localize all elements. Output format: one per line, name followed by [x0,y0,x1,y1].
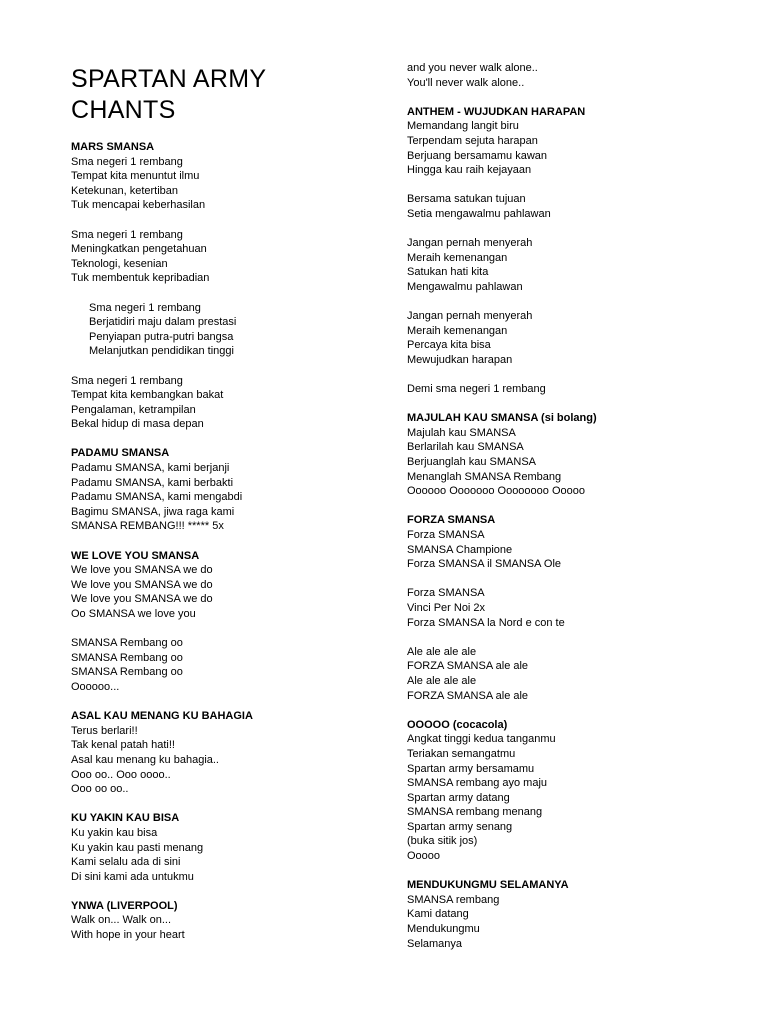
stanza [407,61,727,90]
stanza [407,645,727,703]
lyric-line: Satukan hati kita [407,266,489,279]
song-ooooo-cocacola [407,718,727,864]
song-anthem-wujudkan-harapan [407,105,727,397]
song-majulah-kau-smansa-si-bolang [407,411,727,499]
song-forza-smansa [407,513,727,703]
lyric-line: Pengalaman, ketrampilan [71,403,196,416]
left-song-list [71,140,371,943]
lyric-line: Terus berlari!! [71,724,138,737]
song-mars-smansa [71,140,371,432]
lyric-line: You'll never walk alone.. [407,76,525,89]
lyric-line: We love you SMANSA we do [71,564,213,577]
lyric-line: Padamu SMANSA, kami mengabdi [71,491,243,504]
lyric-line: and you never walk alone.. [407,62,538,74]
lyric-line: Teriakan semangatmu [407,747,516,760]
lyric-line: Memandang langit biru [407,120,519,133]
lyric-line: We love you SMANSA we do [71,593,213,606]
lyric-line: Tuk mencapai keberhasilan [71,199,206,212]
stanza [71,374,371,432]
lyric-line: Oooooo... [71,680,120,693]
song-heading: OOOOO (cocacola) [407,718,508,731]
lyric-line: Spartan army bersamamu [407,762,535,775]
song-mendukungmu-selamanya [407,878,727,951]
stanza [407,732,727,863]
song-ynwa-liverpool [71,899,371,943]
lyric-line: Di sini kami ada untukmu [71,870,194,883]
lyric-line: Angkat tinggi kedua tanganmu [407,733,556,746]
stanza [407,382,727,397]
lyric-line: SMANSA rembang ayo maju [407,777,548,790]
lyric-line: Selamanya [407,937,463,950]
lyric-line: Teknologi, kesenian [71,257,168,270]
lyric-line: FORZA SMANSA ale ale [407,660,529,673]
lyric-line: Sma negeri 1 rembang [71,374,183,387]
lyric-line: Ooo oo.. Ooo oooo.. [71,768,171,781]
stanza [407,192,727,221]
lyric-line: Kami selalu ada di sini [71,856,181,869]
song-asal-kau-menang-ku-bahagia [71,709,371,797]
stanza [71,724,371,797]
lyric-line: SMANSA REMBANG!!! ***** 5x [71,520,224,533]
lyric-line: Meningkatkan pengetahuan [71,243,207,256]
lyric-line: SMANSA Champione [407,543,513,556]
lyric-line: Penyiapan putra-putri bangsa [89,330,234,343]
right-column [407,0,727,951]
lyric-line: Ale ale ale ale [407,674,477,687]
lyric-line: Sma negeri 1 rembang [89,301,201,314]
lyric-line: Mendukungmu [407,923,480,936]
stanza [71,913,371,942]
stanza [407,528,727,572]
stanza [71,636,371,694]
lyric-line: Melanjutkan pendidikan tinggi [89,345,234,358]
lyric-line: With hope in your heart [71,929,185,942]
lyric-line: Forza SMANSA [407,529,485,541]
song-continued [407,61,727,90]
lyric-line: FORZA SMANSA ale ale [407,689,529,702]
lyric-line: Forza SMANSA la Nord e con te [407,616,565,629]
stanza [407,426,727,499]
lyric-line: Ale ale ale ale [407,645,477,658]
stanza [71,461,371,534]
stanza [407,893,727,951]
lyric-line: Padamu SMANSA, kami berjanji [71,462,230,475]
lyric-line: Ketekunan, ketertiban [71,184,179,197]
lyric-line: Oooooo Ooooooo Oooooooo Ooooo [407,485,585,498]
stanza [407,236,727,294]
song-we-love-you-smansa [71,549,371,695]
lyric-line: Percaya kita bisa [407,339,491,352]
song-heading: KU YAKIN KAU BISA [71,812,180,825]
document-title [71,0,371,126]
lyric-line: Tak kenal patah hati!! [71,739,175,752]
lyric-line: Ooooo [407,850,441,863]
lyric-line: Tempat kita kembangkan bakat [71,389,224,402]
stanza [71,155,371,213]
lyric-line: Mengawalmu pahlawan [407,280,523,293]
stanza [407,309,727,367]
lyric-line: Spartan army senang [407,820,513,833]
lyric-line: Forza SMANSA [407,587,485,600]
lyric-line: Tempat kita menuntut ilmu [71,170,200,183]
lyric-line: Ku yakin kau pasti menang [71,841,204,854]
lyric-line: Asal kau menang ku bahagia.. [71,753,219,766]
song-heading: MAJULAH KAU SMANSA (si bolang) [407,412,597,425]
lyric-line: Hingga kau raih kejayaan [407,164,532,177]
lyric-line: Setia mengawalmu pahlawan [407,207,551,220]
lyric-line: Bekal hidup di masa depan [71,418,204,431]
lyric-line: SMANSA rembang [407,893,500,906]
song-heading: ANTHEM - WUJUDKAN HARAPAN [407,105,586,118]
song-heading: MENDUKUNGMU SELAMANYA [407,879,569,892]
lyric-line: Berjuanglah kau SMANSA [407,456,537,469]
lyric-line: We love you SMANSA we do [71,578,213,591]
lyric-line: Meraih kemenangan [407,324,508,337]
song-ku-yakin-kau-bisa [71,811,371,884]
lyric-line: (buka sitik jos) [407,835,478,848]
lyric-line: Tuk membentuk kepribadian [71,272,210,285]
lyric-line: Menanglah SMANSA Rembang [407,470,562,483]
left-column [71,0,371,943]
lyric-line: Walk on... Walk on... [71,914,172,927]
song-heading: FORZA SMANSA [407,514,496,527]
lyric-line: Bagimu SMANSA, jiwa raga kami [71,505,235,518]
lyric-line: Jangan pernah menyerah [407,310,533,323]
lyric-line: Vinci Per Noi 2x [407,601,486,614]
lyric-line: Berlarilah kau SMANSA [407,441,524,454]
song-heading: ASAL KAU MENANG KU BAHAGIA [71,710,253,723]
title-line-1: SPARTAN ARMY [71,65,267,93]
lyric-line: SMANSA Rembang oo [71,666,183,679]
lyric-line: Kami datang [407,908,469,921]
song-heading: PADAMU SMANSA [71,447,170,460]
title-line-2: CHANTS [71,96,176,124]
lyric-line: Demi sma negeri 1 rembang [407,383,546,396]
song-heading: YNWA (LIVERPOOL) [71,899,178,912]
lyric-line: Ku yakin kau bisa [71,826,158,839]
lyric-line: Jangan pernah menyerah [407,237,533,250]
stanza [407,119,727,177]
lyric-line: Padamu SMANSA, kami berbakti [71,476,234,489]
song-heading: WE LOVE YOU SMANSA [71,549,200,562]
lyric-line: Meraih kemenangan [407,251,508,264]
lyric-line: SMANSA Rembang oo [71,637,183,650]
lyric-line: SMANSA rembang menang [407,806,543,819]
lyric-line: Mewujudkan harapan [407,353,513,366]
stanza [71,826,371,884]
lyric-line: Bersama satukan tujuan [407,193,526,206]
song-padamu-smansa [71,446,371,534]
lyric-line: Sma negeri 1 rembang [71,155,183,168]
right-song-list [407,61,727,951]
song-heading: MARS SMANSA [71,141,155,153]
stanza [71,228,371,286]
lyric-line: Berjatidiri maju dalam prestasi [89,316,237,329]
stanza [71,301,371,359]
stanza [71,563,371,621]
lyric-line: SMANSA Rembang oo [71,651,183,664]
lyric-line: Majulah kau SMANSA [407,426,516,439]
lyric-line: Forza SMANSA il SMANSA Ole [407,558,562,571]
lyric-line: Berjuang bersamamu kawan [407,149,548,162]
lyric-line: Terpendam sejuta harapan [407,134,538,147]
stanza [407,586,727,630]
lyric-line: Sma negeri 1 rembang [71,228,183,241]
lyric-line: Ooo oo oo.. [71,783,129,796]
lyric-line: Oo SMANSA we love you [71,608,196,620]
lyric-line: Spartan army datang [407,791,510,804]
